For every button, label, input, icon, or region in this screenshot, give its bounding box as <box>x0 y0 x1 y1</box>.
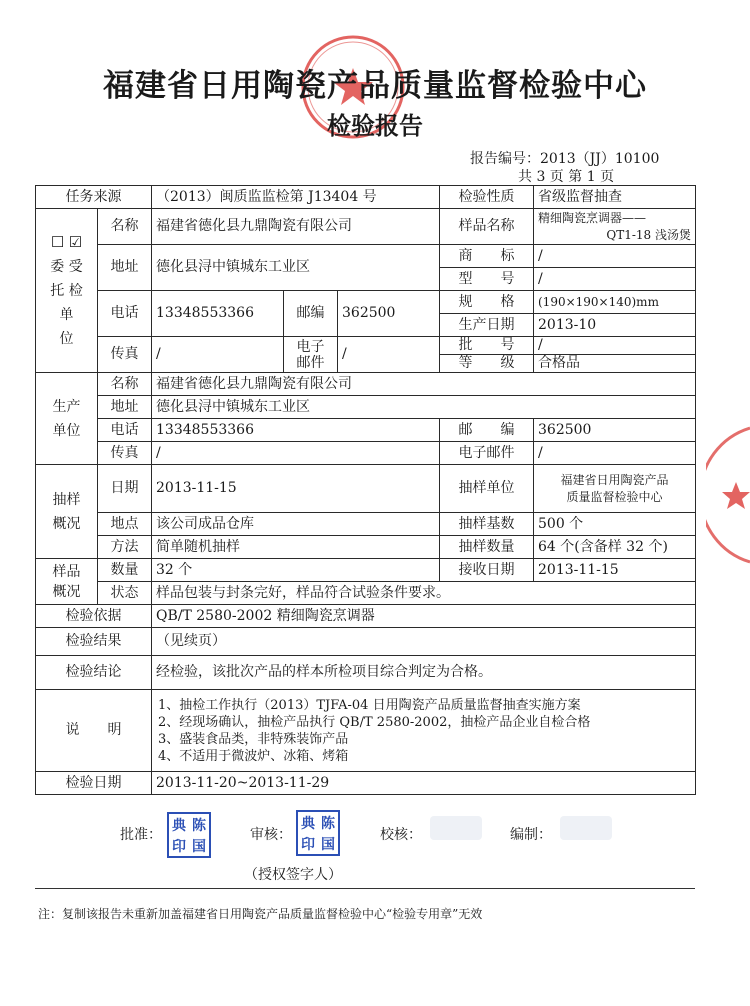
sampling-base-label: 抽样基数 <box>440 513 534 536</box>
producer-fax-value: / <box>152 442 440 465</box>
table-row <box>36 245 696 268</box>
table-row <box>36 465 696 513</box>
producer-address-label: 地址 <box>98 396 152 419</box>
sampling-date-label: 日期 <box>98 465 152 513</box>
footer-note: 注：复制该报告未重新加盖福建省日用陶瓷产品质量监督检验中心“检验专用章”无效 <box>38 907 483 921</box>
producer-name-label: 名称 <box>98 373 152 396</box>
sample-count-value: 32 个 <box>152 559 440 582</box>
table-row <box>36 536 696 559</box>
task-source-label: 任务来源 <box>36 186 152 209</box>
client-postcode-label: 邮编 <box>284 291 338 337</box>
approve-seal-icon: 典 陈 印 国 <box>167 812 211 858</box>
prod-date-value: 2013-10 <box>534 314 696 337</box>
test-date-value: 2013-11-20~2013-11-29 <box>152 772 696 795</box>
prod-date-label: 生产日期 <box>440 314 534 337</box>
report-subtitle: 检验报告 <box>327 112 423 140</box>
producer-phone-label: 电话 <box>98 419 152 442</box>
approve-label: 批准： <box>120 827 162 843</box>
client-fax-label: 传真 <box>98 337 152 373</box>
client-phone-label: 电话 <box>98 291 152 337</box>
client-unit-label: ☐ ☑ 委 受 托 检 单 位 <box>36 209 98 373</box>
producer-email-value: / <box>534 442 696 465</box>
conclusion-value: 经检验，该批次产品的样本所检项目综合判定为合格。 <box>152 656 696 690</box>
note-line: 1、抽检工作执行（2013）TJFA-04 日用陶瓷产品质量监督抽查实施方案 <box>158 697 581 713</box>
table-row <box>36 373 696 396</box>
sampling-place-value: 该公司成品仓库 <box>152 513 440 536</box>
sampling-base-value: 500 个 <box>534 513 696 536</box>
note-line: 3、盛装食品类，非特殊装饰产品 <box>158 731 349 747</box>
sample-state-label: 状态 <box>98 582 152 605</box>
table-row <box>36 559 696 582</box>
redacted-signature <box>560 816 612 840</box>
table-row <box>36 291 696 314</box>
checkbox-checked-icon: ☑ <box>68 233 83 251</box>
test-date-label: 检验日期 <box>36 772 152 795</box>
sampling-qty-label: 抽样数量 <box>440 536 534 559</box>
nature-value: 省级监督抽查 <box>534 186 696 209</box>
sampling-place-label: 地点 <box>98 513 152 536</box>
table-row <box>36 337 696 373</box>
table-row <box>36 628 696 656</box>
recv-date-value: 2013-11-15 <box>534 559 696 582</box>
batch-grade-labels: 批 号 等 级 <box>440 337 534 373</box>
table-row <box>36 396 696 419</box>
notes-label: 说 明 <box>36 690 152 772</box>
compile-label: 编制： <box>510 827 552 843</box>
sample-name-value: 精细陶瓷烹调器—— QT1-18 浅汤煲 <box>534 209 696 245</box>
spec-value: (190×190×140)mm <box>534 291 696 314</box>
report-table <box>35 185 696 795</box>
client-name-value: 福建省德化县九鼎陶瓷有限公司 <box>152 209 440 245</box>
sampling-method-value: 简单随机抽样 <box>152 536 440 559</box>
review-seal-icon: 典 陈 印 国 <box>296 810 340 856</box>
basis-value: QB/T 2580-2002 精细陶瓷烹调器 <box>152 605 696 628</box>
sampling-method-label: 方法 <box>98 536 152 559</box>
sampling-qty-value: 64 个(含备样 32 个) <box>534 536 696 559</box>
sampling-unit-label: 抽样单位 <box>440 465 534 513</box>
report-number: 报告编号：2013（JJ）10100 <box>470 151 660 167</box>
footer-divider <box>35 888 695 889</box>
edge-stamp-icon <box>706 420 750 570</box>
sample-count-label: 数量 <box>98 559 152 582</box>
producer-postcode-value: 362500 <box>534 419 696 442</box>
report-title: 福建省日用陶瓷产品质量监督检验中心 <box>103 68 647 104</box>
client-address-value: 德化县浔中镇城东工业区 <box>152 245 440 291</box>
result-value: （见续页） <box>152 628 696 656</box>
review-label: 审核： <box>250 827 292 843</box>
brand-label: 商 标 <box>440 245 534 268</box>
note-line: 4、不适用于微波炉、冰箱、烤箱 <box>158 748 349 764</box>
producer-label: 生产 单位 <box>36 373 98 465</box>
brand-value: / <box>534 245 696 268</box>
table-row <box>36 186 696 209</box>
producer-email-label: 电子邮件 <box>440 442 534 465</box>
sample-name-label: 样品名称 <box>440 209 534 245</box>
authorized-label: （授权签字人） <box>244 867 342 883</box>
notes-value <box>152 690 696 772</box>
client-phone-value: 13348553366 <box>152 291 284 337</box>
producer-postcode-label: 邮 编 <box>440 419 534 442</box>
sample-state-value: 样品包装与封条完好，样品符合试验条件要求。 <box>152 582 696 605</box>
model-label: 型 号 <box>440 268 534 291</box>
table-row <box>36 772 696 795</box>
client-name-label: 名称 <box>98 209 152 245</box>
table-row <box>36 582 696 605</box>
check-label: 校核： <box>380 827 422 843</box>
conclusion-label: 检验结论 <box>36 656 152 690</box>
sampling-date-value: 2013-11-15 <box>152 465 440 513</box>
model-value: / <box>534 268 696 291</box>
note-line: 2、经现场确认，抽检产品执行 QB/T 2580-2002，抽检产品企业自检合格 <box>158 714 591 730</box>
recv-date-label: 接收日期 <box>440 559 534 582</box>
client-email-value: / <box>338 337 440 373</box>
table-row <box>36 442 696 465</box>
client-address-label: 地址 <box>98 245 152 291</box>
table-row <box>36 690 696 772</box>
producer-phone-value: 13348553366 <box>152 419 440 442</box>
client-email-label: 电子 邮件 <box>284 337 338 373</box>
table-row <box>36 513 696 536</box>
producer-address-value: 德化县浔中镇城东工业区 <box>152 396 696 419</box>
client-postcode-value: 362500 <box>338 291 440 337</box>
spec-label: 规 格 <box>440 291 534 314</box>
sampling-label: 抽样 概况 <box>36 465 98 559</box>
sample-overview-label: 样品 概况 <box>36 559 98 605</box>
client-fax-value: / <box>152 337 284 373</box>
batch-grade-values: / 合格品 <box>534 337 696 373</box>
sampling-unit-value: 福建省日用陶瓷产品 质量监督检验中心 <box>534 465 696 513</box>
producer-name-value: 福建省德化县九鼎陶瓷有限公司 <box>152 373 696 396</box>
nature-label: 检验性质 <box>440 186 534 209</box>
table-row <box>36 656 696 690</box>
redacted-signature <box>430 816 482 840</box>
result-label: 检验结果 <box>36 628 152 656</box>
checkbox-unchecked-icon: ☐ <box>50 233 65 251</box>
table-row <box>36 209 696 245</box>
table-row <box>36 419 696 442</box>
producer-fax-label: 传真 <box>98 442 152 465</box>
basis-label: 检验依据 <box>36 605 152 628</box>
task-source-value: （2013）闽质监监检第 J13404 号 <box>152 186 440 209</box>
table-row <box>36 605 696 628</box>
page-count: 共 3 页 第 1 页 <box>518 169 615 185</box>
